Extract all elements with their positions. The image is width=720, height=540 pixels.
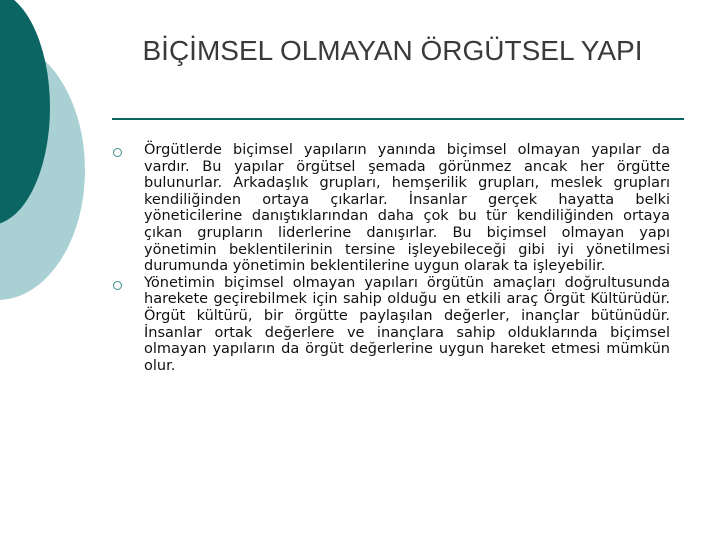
slide-title: BİÇİMSEL OLMAYAN ÖRGÜTSEL YAPI	[142, 35, 643, 66]
bullet-item-2	[112, 275, 670, 375]
bullet-text-2: Yönetimin biçimsel olmayan yapıları örgütün amaçları doğrultusunda harekete geçirebilmek için sahip olduğu en etkili araç Örgüt Kültürüdür. Örgüt kültürü, bir örgütte paylaşılan değerler, inançlar bütünüdür. İnsanlar ortak değerlere ve inançlara sahip olduklarında biçimsel olmayan yapıların da örgüt değerlerine uygun hareket etmesi mümkün olur.	[144, 274, 670, 374]
bullet-item-1	[112, 142, 670, 275]
bullet-list	[112, 142, 670, 374]
title-divider	[112, 118, 684, 120]
bullet-text-1: Örgütlerde biçimsel yapıların yanında biçimsel olmayan yapılar da vardır. Bu yapılar örgütsel şemada görünmez ancak her örgütte bulunurlar. Arkadaşlık grupları, hemşerilik grupları, meslek grupları kendiliğinden ortaya çıkarlar. İnsanlar gerçek hayatta belki yöneticilerine danıştıklarından daha çok bu tür kendiliğinden ortaya çıkan grupların liderlerine danışırlar. Bu biçimsel olmayan yapı yönetimin beklentilerinin tersine işleyebileceği gibi iyi yönetilmesi durumunda yönetimin beklentilerine uygun olarak ta işleyebilir.	[144, 142, 670, 275]
hollow-circle-bullet-icon	[113, 281, 122, 290]
hollow-circle-bullet-icon	[113, 148, 122, 157]
